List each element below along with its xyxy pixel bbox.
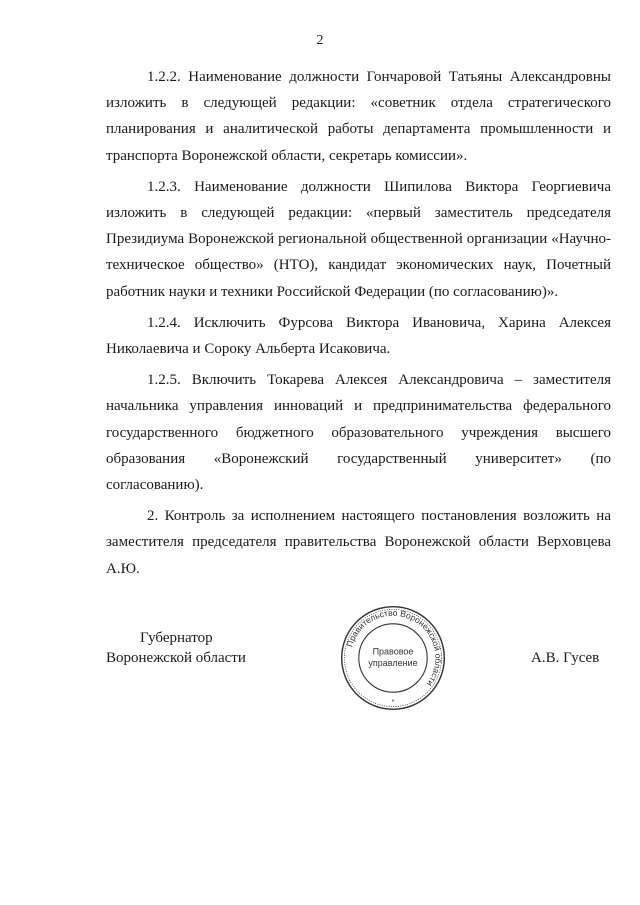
paragraph-1-2-3: 1.2.3. Наименование должности Шипилова Виктора Георгиевича изложить в следующей редакции: «первый заместитель председателя Президиума Воронежской региональной общественной организации «Научно-техническое общество» (НТО), кандидат экономических наук, Почетный работник науки и техники Российской Федерации (по согласованию)». [106,178,611,300]
stamp-inner-line2: управление [368,658,418,669]
paragraph-2: 2. Контроль за исполнением настоящего постановления возложить на заместителя председателя правительства Воронежской области Верховцева А.Ю. [106,508,611,577]
page-number: 2 [316,33,324,48]
signer-name: А.В. Гусев [531,650,600,666]
stamp-star: * [391,696,395,706]
paragraph-1-2-4: 1.2.4. Исключить Фурсова Виктора Ивановича, Харина Алексея Николаевича и Сороку Альберта Исаковича. [106,314,611,358]
signatory-title-line1: Губернатор [140,630,213,646]
signatory-title-line2: Воронежской области [106,650,246,666]
stamp-inner-line1: Правовое [372,646,414,657]
paragraph-1-2-5: 1.2.5. Включить Токарева Алексея Александровича – заместителя начальника управления инноваций и предпринимательства федерального государственного бюджетного образовательного учреждения высшего образования «Воронежский государственный университет» (по согласованию). [106,372,611,494]
document-body [106,64,611,582]
stamp-outer-text: Правительство Воронежской области [344,607,444,689]
signatory-title [106,628,266,668]
official-stamp [339,604,447,712]
paragraph-1-2-2: 1.2.2. Наименование должности Гончаровой Татьяны Александровны изложить в следующей редакции: «советник отдела стратегического планирования и аналитической работы департамента промышленности и транспорта Воронежской области, секретарь комиссии». [106,69,611,164]
